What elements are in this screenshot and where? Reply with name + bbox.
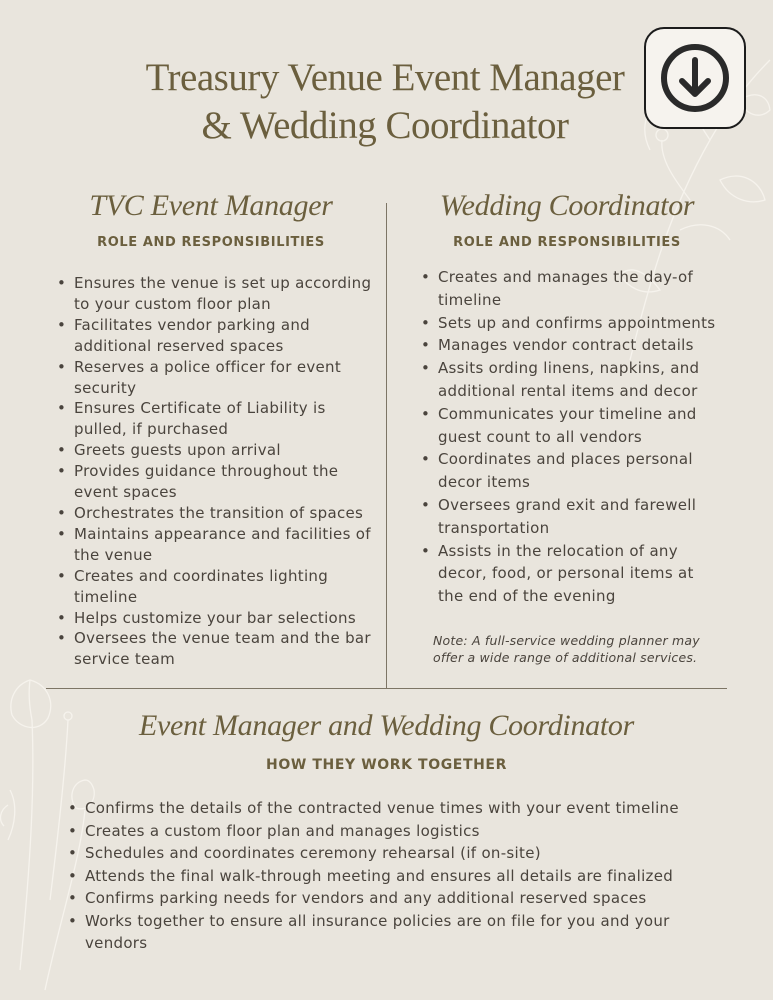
event-manager-subheading: ROLE AND RESPONSIBILITIES	[97, 235, 325, 250]
list-item: • Oversees grand exit and farewell transportation	[418, 494, 724, 540]
list-item: • Confirms the details of the contracted venue times with your event timeline	[65, 797, 695, 820]
wedding-coordinator-column	[398, 188, 736, 250]
list-item: • Creates and manages the day-of timeline	[418, 266, 724, 312]
list-item: • Greets guests upon arrival	[54, 440, 376, 461]
list-item: • Reserves a police officer for event security	[54, 357, 376, 399]
wedding-coordinator-heading: Wedding Coordinator	[439, 189, 695, 222]
download-icon	[657, 40, 733, 116]
event-manager-column	[46, 188, 376, 250]
event-manager-responsibilities	[54, 273, 376, 670]
list-item: • Confirms parking needs for vendors and any additional reserved spaces	[65, 887, 695, 910]
together-section	[46, 708, 727, 773]
list-item: • Oversees the venue team and the bar service team	[54, 628, 376, 670]
together-heading: Event Manager and Wedding Coordinator	[139, 709, 634, 742]
together-subheading: HOW THEY WORK TOGETHER	[266, 757, 507, 773]
list-item: • Assits ording linens, napkins, and additional rental items and decor	[418, 357, 724, 403]
list-item: • Creates a custom floor plan and manages logistics	[65, 820, 695, 843]
list-item: • Works together to ensure all insurance policies are on file for you and your vendors	[65, 910, 695, 955]
wedding-coordinator-responsibilities	[418, 266, 724, 608]
list-item: • Provides guidance throughout the event spaces	[54, 461, 376, 503]
planner-note: Note: A full-service wedding planner may offer a wide range of additional services.	[433, 633, 700, 665]
list-item: • Orchestrates the transition of spaces	[54, 503, 376, 524]
together-list	[65, 797, 695, 955]
section-divider	[46, 688, 727, 689]
event-manager-heading: TVC Event Manager	[89, 189, 333, 222]
list-item: • Ensures the venue is set up according to your custom floor plan	[54, 273, 376, 315]
list-item: • Creates and coordinates lighting timeline	[54, 566, 376, 608]
page-title	[100, 54, 670, 150]
title-line-2: & Wedding Coordinator	[201, 104, 569, 147]
list-item: • Helps customize your bar selections	[54, 608, 376, 629]
list-item: • Maintains appearance and facilities of the venue	[54, 524, 376, 566]
download-button[interactable]	[644, 27, 746, 129]
list-item: • Attends the final walk-through meeting and ensures all details are finalized	[65, 865, 695, 888]
list-item: • Ensures Certificate of Liability is pulled, if purchased	[54, 398, 376, 440]
list-item: • Manages vendor contract details	[418, 334, 724, 357]
title-line-1: Treasury Venue Event Manager	[145, 56, 625, 99]
list-item: • Assists in the relocation of any decor, food, or personal items at the end of the evening	[418, 540, 724, 608]
list-item: • Schedules and coordinates ceremony rehearsal (if on-site)	[65, 842, 695, 865]
column-divider	[386, 203, 387, 688]
wedding-coordinator-subheading: ROLE AND RESPONSIBILITIES	[453, 235, 681, 250]
list-item: • Coordinates and places personal decor items	[418, 448, 724, 494]
list-item: • Facilitates vendor parking and additional reserved spaces	[54, 315, 376, 357]
list-item: • Communicates your timeline and guest count to all vendors	[418, 403, 724, 449]
list-item: • Sets up and confirms appointments	[418, 312, 724, 335]
